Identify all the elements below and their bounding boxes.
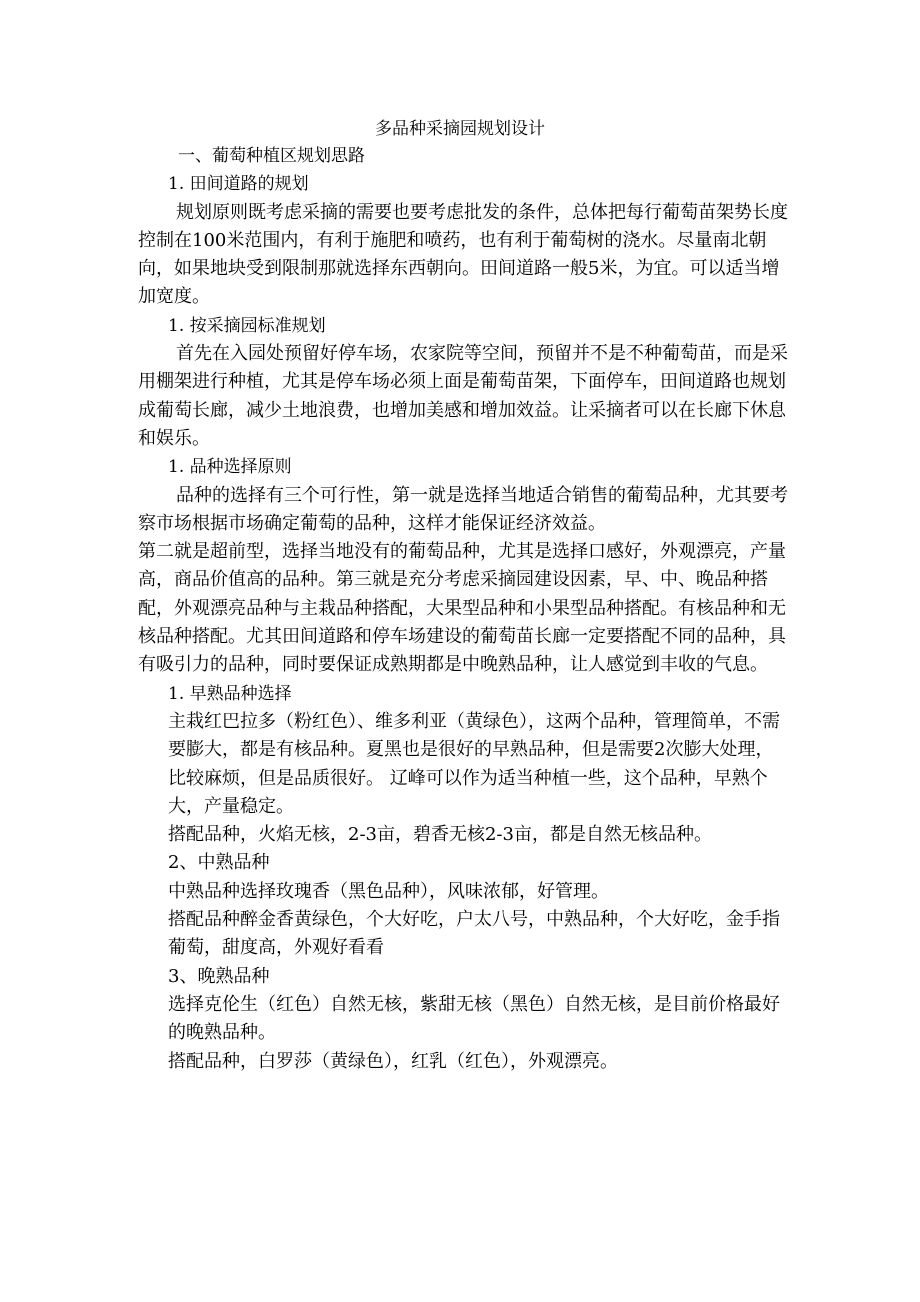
paragraph-mid-varieties-2: 搭配品种醉金香黄绿色，个大好吃，户太八号，中熟品种，个大好吃，金手指葡萄，甜度高，外观好看看 [168,909,780,959]
document-title: 多品种采摘园规划设计 [375,119,545,139]
document-body [138,142,788,1076]
subsection-heading-standard-planning: 1. 按采摘园标准规划 [168,315,326,336]
subsection-heading-mid-varieties: 2、中熟品种 [168,852,270,874]
paragraph-road-planning: 规划原则既考虑采摘的需要也要考虑批发的条件，总体把每行葡萄苗架势长度控制在100米范围内，有利于施肥和喷药，也有利于葡萄树的浇水。尽量南北朝向，如果地块受到限制那就选择东西朝向。田间道路一般5米，为宜。可以适当增加宽度。 [138,201,788,308]
subsection-heading-late-varieties: 3、晚熟品种 [168,965,270,987]
paragraph-standard-planning: 首先在入园处预留好停车场，农家院等空间，预留并不是不种葡萄苗，而是采用棚架进行种植，尤其是停车场必须上面是葡萄苗架，下面停车，田间道路也规划成葡萄长廊，减少土地浪费，也增加美感和增加效益。让采摘者可以在长廊下休息和娱乐。 [138,343,788,449]
paragraph-early-varieties-2: 搭配品种，火焰无核，2-3亩，碧香无核2-3亩，都是自然无核品种。 [168,824,712,846]
subsection-heading-road-planning: 1. 田间道路的规划 [168,174,309,195]
subsection-heading-variety-principles: 1. 品种选择原则 [168,457,292,478]
paragraph-variety-principles-1: 品种的选择有三个可行性，第一就是选择当地适合销售的葡萄品种，尤其要考察市场根据市场确定葡萄的品种，这样才能保证经济效益。 [138,484,788,534]
paragraph-variety-principles-2: 第二就是超前型，选择当地没有的葡萄品种，尤其是选择口感好，外观漂亮，产量高，商品价值高的品种。第三就是充分考虑采摘园建设因素，早、中、晚品种搭配，外观漂亮品种与主栽品种搭配，大果型品种和小果型品种搭配。有核品种和无核品种搭配。尤其田间道路和停车场建设的葡萄苗长廊一定要搭配不同的品种，具有吸引力的品种，同时要保证成熟期都是中晚熟品种，让人感觉到丰收的气息。 [138,541,786,676]
subsection-heading-early-varieties: 1. 早熟品种选择 [168,683,292,704]
paragraph-early-varieties-1: 主栽红巴拉多（粉红色）、维多利亚（黄绿色），这两个品种，管理简单，不需要膨大，都是有核品种。夏黑也是很好的早熟品种，但是需要2次膨大处理，比较麻烦，但是品质很好。 辽峰可以作为适当种植一些，这个品种，早熟个大，产量稳定。 [168,710,780,817]
paragraph-late-varieties-1: 选择克伦生（红色）自然无核，紫甜无核（黑色）自然无核，是目前价格最好的晚熟品种。 [168,993,780,1044]
paragraph-mid-varieties-1: 中熟品种选择玫瑰香（黑色品种），风味浓郁，好管理。 [168,880,609,902]
section-heading: 一、葡萄种植区规划思路 [178,146,365,166]
paragraph-late-varieties-2: 搭配品种，白罗莎（黄绿色），红乳（红色），外观漂亮。 [168,1050,618,1072]
